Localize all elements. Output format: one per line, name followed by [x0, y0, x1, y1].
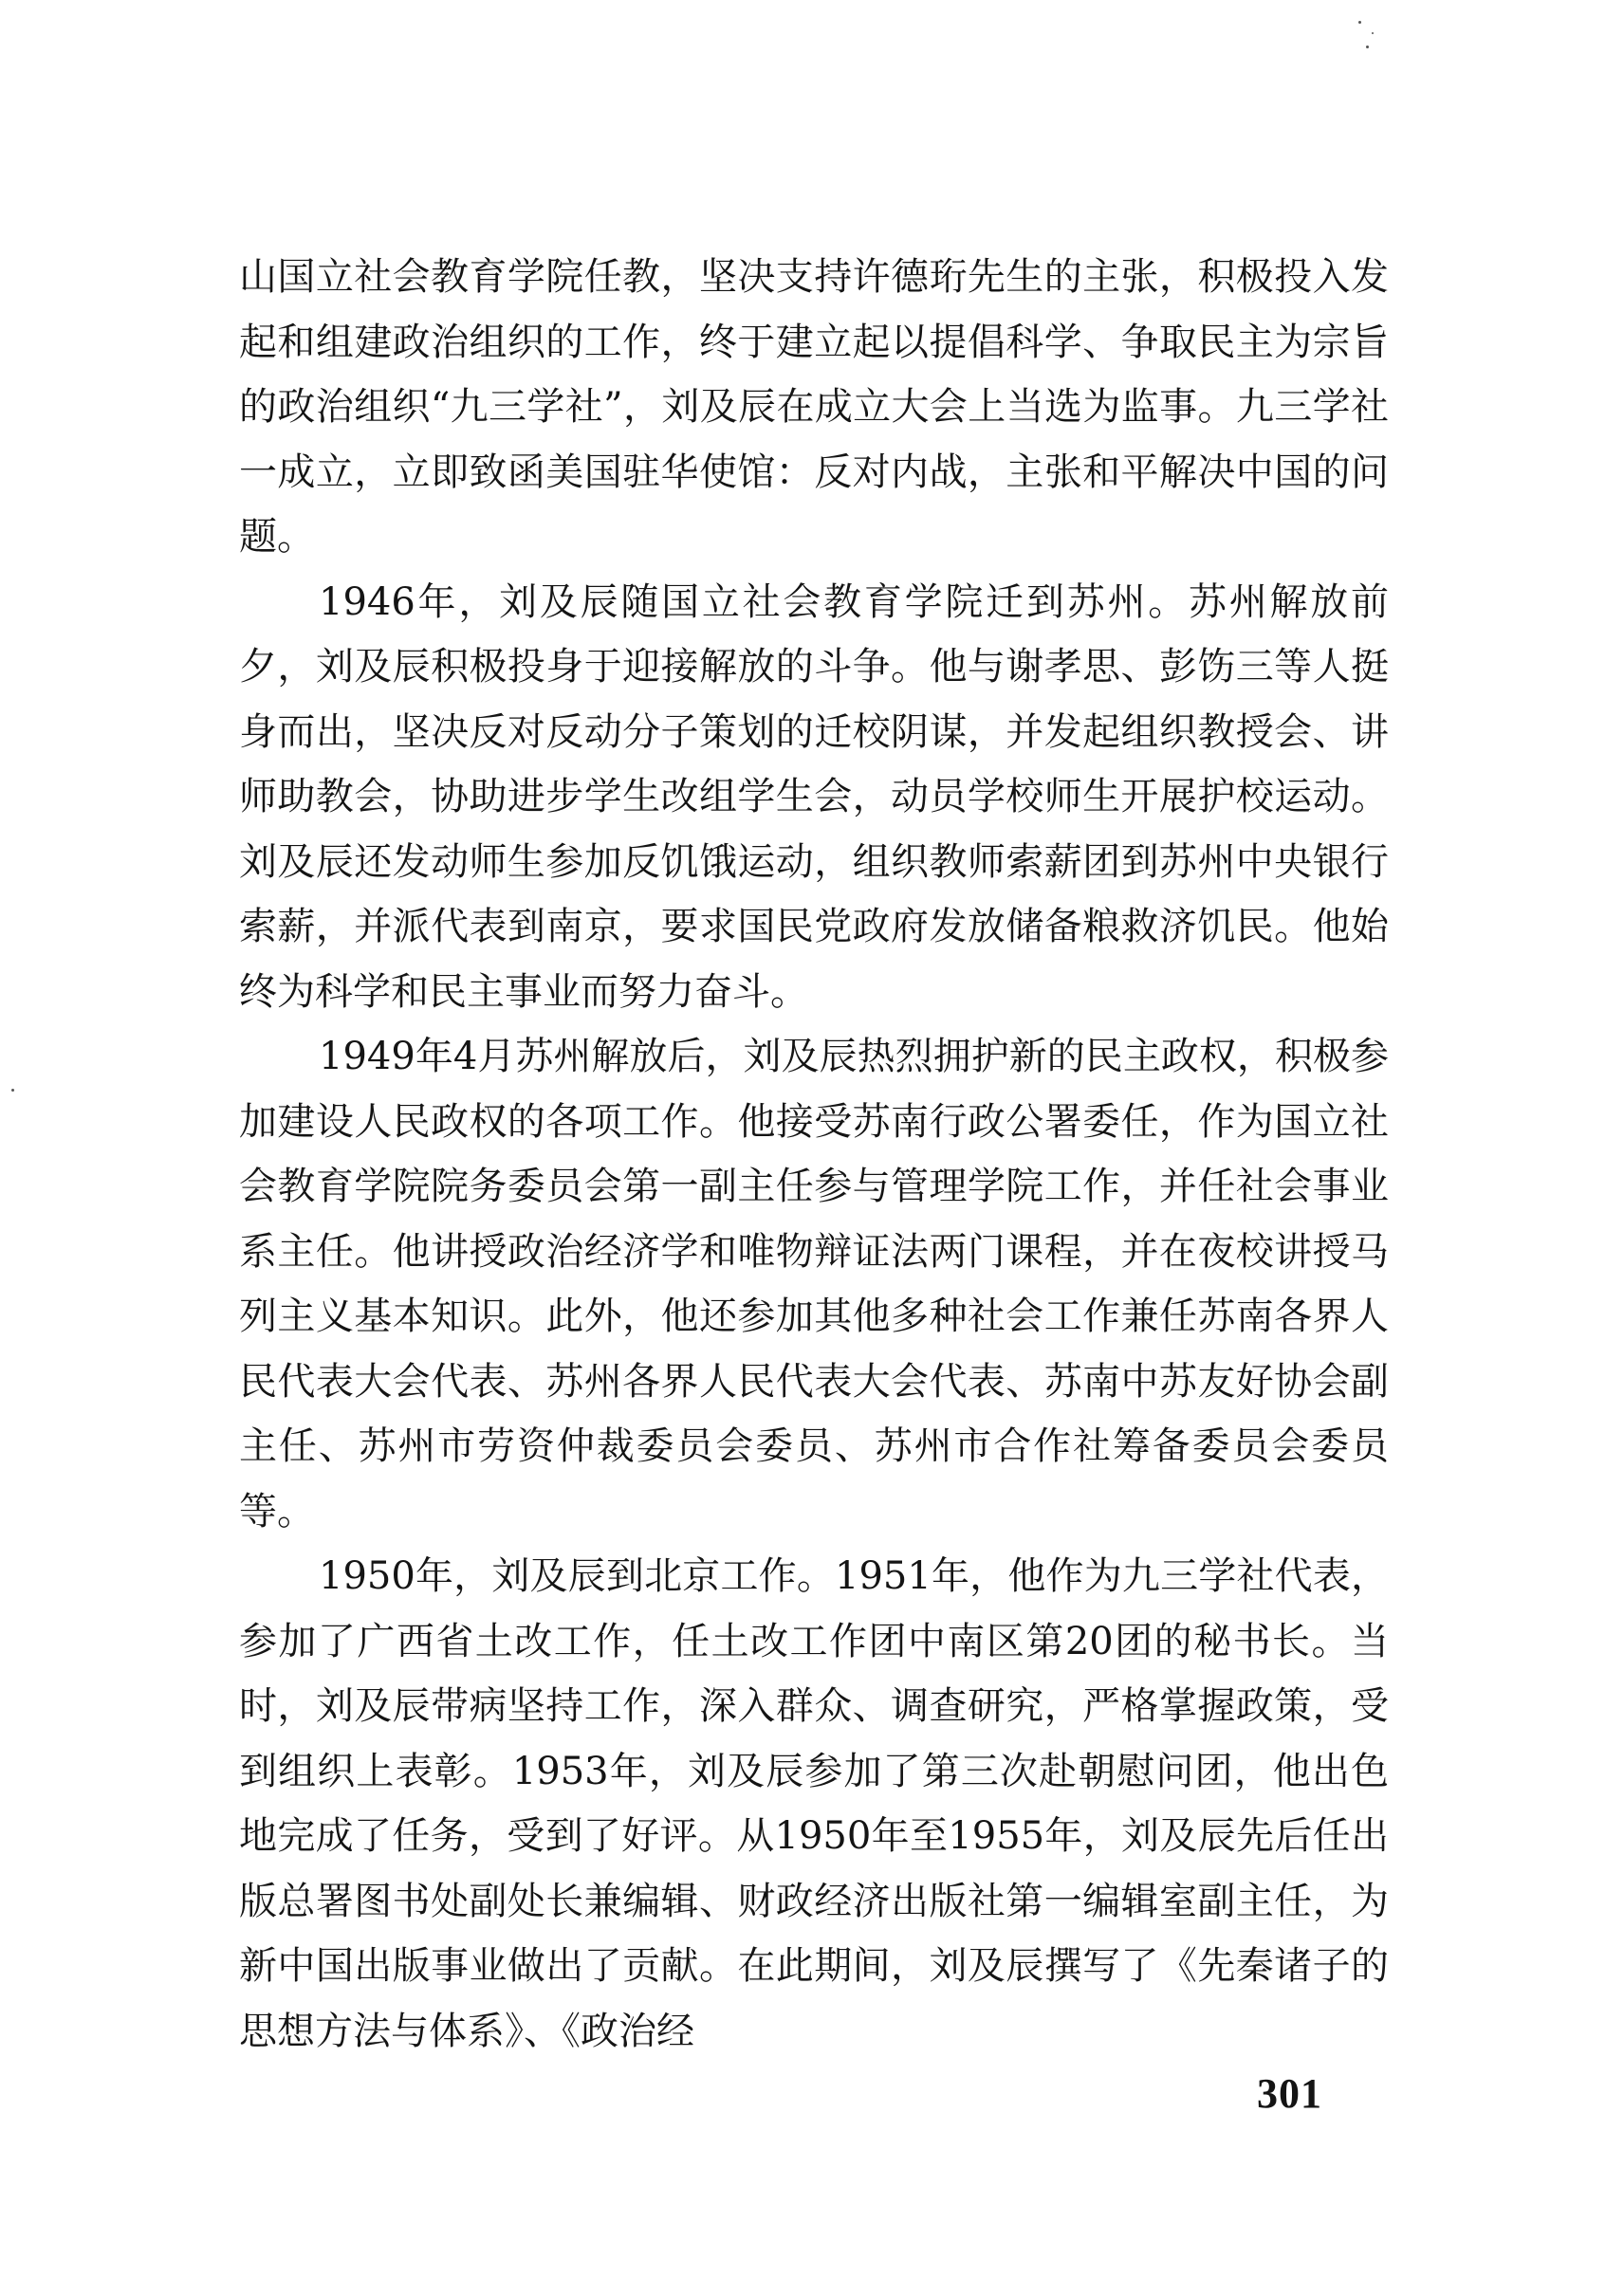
- page-number: 301: [1257, 2070, 1322, 2117]
- paragraph-2: 1946年，刘及辰随国立社会教育学院迁到苏州。苏州解放前夕，刘及辰积极投身于迎接解放的斗争。他与谢孝思、彭饬三等人挺身而出，坚决反对反动分子策划的迁校阴谋，并发起组织教授会、讲师助教会，协助进步学生改组学生会，动员学校师生开展护校运动。刘及辰还发动师生参加反饥饿运动，组织教师索薪团到苏州中央银行索薪，并派代表到南京，要求国民党政府发放储备粮救济饥民。他始终为科学和民主事业而努力奋斗。: [239, 579, 1389, 1014]
- paragraph-4: 1950年，刘及辰到北京工作。1951年，他作为九三学社代表，参加了广西省土改工作，任土改工作团中南区第20团的秘书长。当时，刘及辰带病坚持工作，深入群众、调查研究，严格掌握政策，受到组织上表彰。1953年，刘及辰参加了第三次赴朝慰问团，他出色地完成了任务，受到了好评。从1950年至1955年，刘及辰先后任出版总署图书处副处长兼编辑、财政经济出版社第一编辑室副主任，为新中国出版事业做出了贡献。在此期间，刘及辰撰写了《先秦诸子的思想方法与体系》、《政治经: [239, 1554, 1389, 2053]
- scan-speck: [1358, 21, 1361, 24]
- body-text: [239, 245, 1389, 2064]
- scan-speck: [1366, 46, 1369, 48]
- scan-speck: [11, 1089, 14, 1092]
- paragraph-1: 山国立社会教育学院任教，坚决支持许德珩先生的主张，积极投入发起和组建政治组织的工作，终于建立起以提倡科学、争取民主为宗旨的政治组织“九三学社”，刘及辰在成立大会上当选为监事。九三学社一成立，立即致函美国驻华使馆：反对内战，主张和平解决中国的问题。: [239, 255, 1389, 559]
- scan-speck: [1372, 32, 1374, 34]
- paragraph-3: 1949年4月苏州解放后，刘及辰热烈拥护新的民主政权，积极参加建设人民政权的各项工作。他接受苏南行政公署委任，作为国立社会教育学院院务委员会第一副主任参与管理学院工作，并任社会事业系主任。他讲授政治经济学和唯物辩证法两门课程，并在夜校讲授马列主义基本知识。此外，他还参加其他多种社会工作兼任苏南各界人民代表大会代表、苏州各界人民代表大会代表、苏南中苏友好协会副主任、苏州市劳资仲裁委员会委员、苏州市合作社筹备委员会委员等。: [239, 1035, 1389, 1534]
